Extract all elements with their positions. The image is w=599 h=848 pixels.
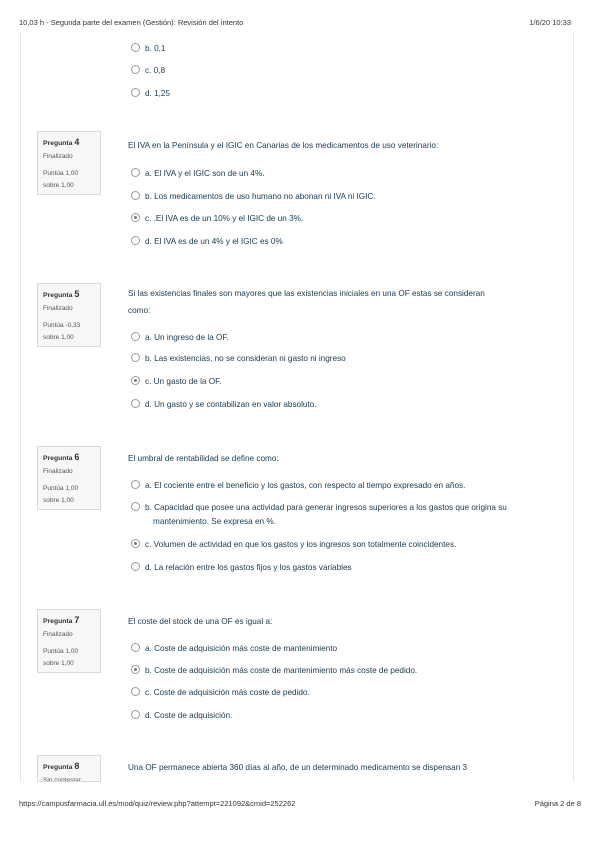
q5-option-b[interactable]: b. Las existencias, no se consideran ni gasto ni ingreso (131, 354, 346, 363)
q5-number: Pregunta 5 (43, 289, 80, 299)
q5-state: Finalizado (43, 305, 73, 312)
radio-selected-icon[interactable] (131, 213, 140, 222)
q7-state: Finalizado (43, 631, 73, 638)
radio-icon[interactable] (131, 88, 140, 97)
radio-icon[interactable] (131, 562, 140, 571)
q6-option-d[interactable]: d. La relación entre los gastos fijos y los gastos variables (131, 563, 352, 572)
q7-question-text: El coste del stock de una OF es igual a: (128, 617, 273, 626)
q4-number: Pregunta 4 (43, 137, 80, 147)
radio-icon[interactable] (131, 687, 140, 696)
q4-question-text: El IVA en la Península y el IGIC en Canarias de los medicamentos de uso veterinario: (128, 141, 439, 150)
radio-selected-icon[interactable] (131, 376, 140, 385)
q4-state: Finalizado (43, 153, 73, 160)
q4-grade: Puntúa 1,00 sobre 1,00 (43, 170, 79, 189)
q7-option-c[interactable]: c. Coste de adquisición más coste de pedido. (131, 688, 310, 697)
q7-number: Pregunta 7 (43, 615, 80, 625)
q8-number: Pregunta 8 (43, 761, 80, 771)
q7-grade: Puntúa 1,00 sobre 1,00 (43, 648, 79, 667)
radio-icon[interactable] (131, 65, 140, 74)
q4-info-box (37, 131, 101, 195)
q7-option-a[interactable]: a. Coste de adquisición más coste de mantenimiento (131, 644, 337, 653)
q5-option-c[interactable]: c. Un gasto de la OF. (131, 377, 221, 386)
q4-option-b[interactable]: b. Los medicamentos de uso humano no abonan ni IVA ni IGIC. (131, 192, 376, 201)
q5-info-box (37, 283, 101, 347)
page-footer-number: Página 2 de 8 (534, 799, 581, 808)
q4-option-a[interactable]: a. El IVA y el IGIC son de un 4%. (131, 169, 265, 178)
q7-option-b[interactable]: b. Coste de adquisición más coste de mantenimiento más coste de pedido. (131, 666, 417, 675)
radio-icon[interactable] (131, 353, 140, 362)
q6-info-box (37, 446, 101, 510)
q7-info-box (37, 609, 101, 673)
q5-question-text: Si las existencias finales son mayores que las existencias iniciales en una OF estas se consideran como: (128, 289, 485, 315)
radio-icon[interactable] (131, 43, 140, 52)
radio-icon[interactable] (131, 168, 140, 177)
radio-icon[interactable] (131, 332, 140, 341)
radio-icon[interactable] (131, 480, 140, 489)
q5-option-a[interactable]: a. Un ingreso de la OF. (131, 333, 229, 342)
radio-icon[interactable] (131, 643, 140, 652)
q6-number: Pregunta 6 (43, 452, 80, 462)
page-header-date: 1/6/20 10:33 (529, 18, 571, 27)
q6-option-c[interactable]: c. Volumen de actividad en que los gastos y los ingresos son totalmente coincidentes. (131, 540, 456, 549)
q3-option-c[interactable]: c. 0,8 (131, 66, 165, 75)
q6-grade: Puntúa 1,00 sobre 1,00 (43, 485, 79, 504)
q3-option-d[interactable]: d. 1,25 (131, 89, 170, 98)
q4-option-c[interactable]: c. .El IVA es de un 10% y el IGIC de un 3%. (131, 214, 303, 223)
q6-option-b[interactable]: b. Capacidad que posee una actividad para generar ingresos superiores a los gastos que origina su (131, 503, 507, 512)
q4-option-d[interactable]: d. El IVA es de un 4% y el IGIC es 0% (131, 237, 283, 246)
radio-icon[interactable] (131, 502, 140, 511)
radio-selected-icon[interactable] (131, 539, 140, 548)
q7-option-d[interactable]: d. Coste de adquisición. (131, 711, 232, 720)
q5-grade: Puntúa -0,33 sobre 1,00 (43, 322, 81, 341)
q3-option-b[interactable]: b. 0,1 (131, 44, 166, 53)
radio-icon[interactable] (131, 236, 140, 245)
page-header-title: 10,03 h - Segunda parte del examen (Gestión): Revisión del intento (19, 18, 244, 27)
q6-option-a[interactable]: a. El cociente entre el beneficio y los gastos, con respecto al tiempo expresado en años. (131, 481, 465, 490)
q5-option-d[interactable]: d. Un gasto y se contabilizan en valor absoluto. (131, 400, 317, 409)
q6-question-text: El umbral de rentabilidad se define como: (128, 454, 279, 463)
radio-selected-icon[interactable] (131, 665, 140, 674)
page-footer-url: https://campusfarmacia.ull.es/mod/quiz/review.php?attempt=221092&cmid=252262 (19, 799, 296, 808)
content-frame-left-border (20, 32, 21, 782)
radio-icon[interactable] (131, 399, 140, 408)
q8-info-box (37, 755, 101, 782)
q8-question-text: Una OF permanece abierta 360 días al año, de un determinado medicamento se dispensan 3 (128, 763, 468, 772)
q8-state: Sin contestar (43, 777, 81, 782)
radio-icon[interactable] (131, 710, 140, 719)
radio-icon[interactable] (131, 191, 140, 200)
q6-option-b-continuation: mantenimiento. Se expresa en %. (153, 517, 276, 526)
content-frame-right-border (573, 32, 574, 782)
q6-state: Finalizado (43, 468, 73, 475)
